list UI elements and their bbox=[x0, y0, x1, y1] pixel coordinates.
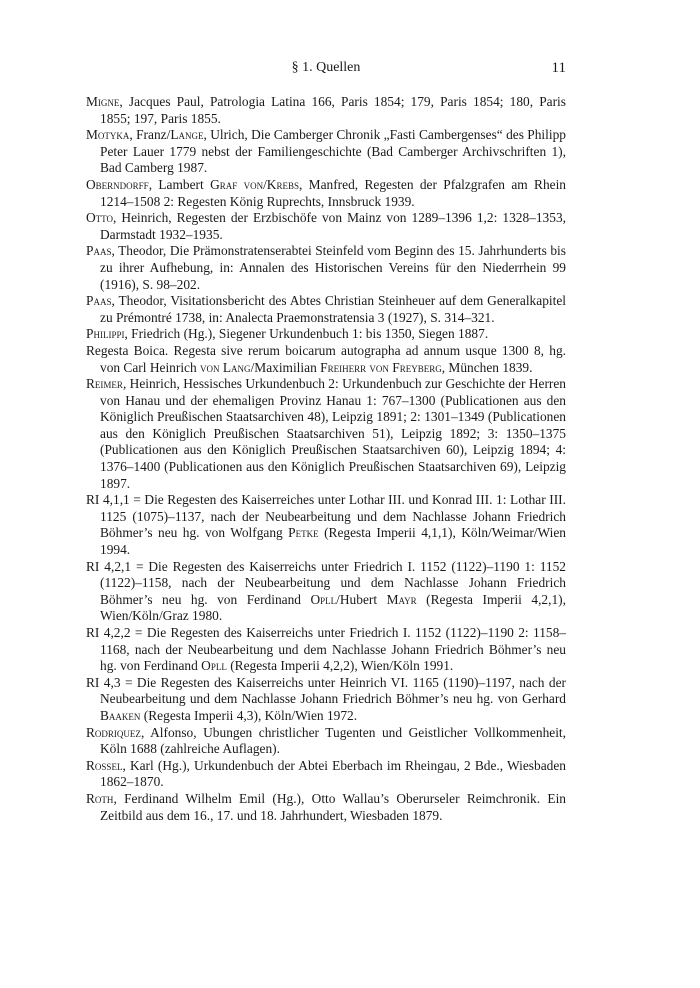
bibliography-entry bbox=[86, 343, 566, 376]
author-name: Reimer bbox=[86, 376, 123, 392]
page-number: 11 bbox=[551, 60, 566, 76]
bibliography-entry bbox=[86, 210, 566, 243]
author-name: Motyka bbox=[86, 127, 130, 143]
author-name: Oberndorff bbox=[86, 176, 149, 192]
author-name: Lange bbox=[170, 127, 204, 143]
bibliography-entry bbox=[86, 94, 566, 127]
bibliography-entry bbox=[86, 127, 566, 177]
entry-text: /Maximilian bbox=[250, 359, 321, 375]
entry-text: RI 4,2,2 = Die Regesten des Kaiserreichs unter Friedrich I. 1152 (1122)–1190 2: 1158–1168, nach der Neubearbeitung und dem Nachlasse Johann Friedrich Böhmer’s neu hg. von Ferdinand bbox=[86, 625, 566, 674]
bibliography-entry bbox=[86, 625, 566, 675]
author-name: Petke bbox=[288, 525, 319, 541]
author-name: Freiherr von Freyberg bbox=[320, 359, 442, 375]
bibliography-entry bbox=[86, 559, 566, 625]
author-name: Graf von/Krebs bbox=[210, 176, 299, 192]
entry-text: /Hubert bbox=[336, 591, 387, 607]
author-name: Mayr bbox=[386, 591, 417, 607]
entry-text: , Theodor, Die Prämonstratenserabtei Steinfeld vom Beginn des 15. Jahrhunderts bis zu ihrer Aufhebung, in: Annalen des Historischen Vereins für den Niederrhein 99 (1916), S. 98–202. bbox=[100, 243, 566, 292]
entry-text: , München 1839. bbox=[441, 359, 533, 375]
bibliography-entry bbox=[86, 492, 566, 558]
running-head bbox=[86, 60, 566, 82]
entry-text: (Regesta Imperii 4,2,1), Wien/Köln/Graz 1980. bbox=[100, 591, 566, 624]
author-name: Paas bbox=[86, 243, 112, 259]
author-name: Opll bbox=[201, 658, 227, 674]
author-name: Rodriquez bbox=[86, 724, 141, 740]
bibliography-entry bbox=[86, 293, 566, 326]
author-name: Migne bbox=[86, 94, 120, 109]
author-name: Baaken bbox=[100, 707, 141, 723]
entry-text: Regesta Boica. Regesta sive rerum boicarum autographa ad annum usque 1300 8, hg. von Carl Heinrich bbox=[86, 342, 566, 375]
author-name: Roth bbox=[86, 790, 114, 806]
bibliography-entry bbox=[86, 326, 566, 343]
entry-text: RI 4,1,1 = Die Regesten des Kaiserreiches unter Lothar III. und Konrad III. 1: Lothar III. 1125 (1075)–1137, nach der Neubearbeitung und dem Nachlasse Johann Friedrich Böhmer’s neu hg. von Wolfgang bbox=[86, 492, 566, 541]
entry-text: , Ferdinand Wilhelm Emil (Hg.), Otto Wallau’s Oberurseler Reimchronik. Ein Zeitbild aus dem 16., 17. und 18. Jahrhundert, Wiesbaden 1879. bbox=[100, 790, 566, 823]
bibliography-entry bbox=[86, 243, 566, 293]
author-name: Paas bbox=[86, 293, 112, 309]
entry-text: (Regesta Imperii 4,2,2), Wien/Köln 1991. bbox=[226, 658, 454, 674]
author-name: von Lang bbox=[200, 359, 251, 375]
bibliography-entry bbox=[86, 177, 566, 210]
bibliography-entry bbox=[86, 675, 566, 725]
entry-text: RI 4,2,1 = Die Regesten des Kaiserreichs unter Friedrich I. 1152 (1122)–1190 1: 1152 (1122)–1158, nach der Neubearbeitung und dem Nachlasse Johann Friedrich Böhmer’s neu hg. von Ferdinand bbox=[86, 558, 566, 607]
entry-text: , Heinrich, Hessisches Urkundenbuch 2: Urkundenbuch zur Geschichte der Herren von Hanau und der ehemaligen Provinz Hanau 1: 767–1300 (Publicationen aus den Königlich Preußischen Staatsarchiven 48), Leipzig 1891; 2: 1301–1349 (Publicationen aus den Königlich Preußischen Staatsarchiven 51), Leipzig 1892; 3: 1350–1375 (Publicationen aus den Königlich Preußischen Staatsarchiven 60), Leipzig 1894; 4: 1376–1400 (Publicationen aus den Königlich Preußischen Staatsarchiven 69), Leipzig 1897. bbox=[100, 376, 566, 491]
entry-text: , Lambert bbox=[148, 176, 211, 192]
bibliography-entry bbox=[86, 725, 566, 758]
entry-text: (Regesta Imperii 4,3), Köln/Wien 1972. bbox=[140, 707, 358, 723]
author-name: Rossel bbox=[86, 757, 123, 773]
entry-text: , Manfred, Regesten der Pfalzgrafen am Rhein 1214–1508 2: Regesten König Ruprechts, Innsbruck 1939. bbox=[100, 176, 566, 209]
author-name: Otto bbox=[86, 210, 114, 226]
entry-text: , Karl (Hg.), Urkundenbuch der Abtei Eberbach im Rheingau, 2 Bde., Wiesbaden 1862–1870. bbox=[100, 757, 566, 790]
bibliography-list bbox=[86, 94, 566, 824]
entry-text: RI 4,3 = Die Regesten des Kaiserreichs unter Heinrich VI. 1165 (1190)–1197, nach der Neubearbeitung und dem Nachlasse Johann Friedrich Böhmer’s neu hg. von Gerhard bbox=[86, 674, 566, 707]
entry-text: , Heinrich, Regesten der Erzbischöfe von Mainz von 1289–1396 1,2: 1328–1353, Darmstadt 1932–1935. bbox=[100, 210, 566, 242]
entry-text: (Regesta Imperii 4,1,1), Köln/Weimar/Wien 1994. bbox=[100, 525, 566, 558]
author-name: Opll bbox=[310, 591, 337, 607]
author-name: Philippi bbox=[86, 326, 125, 342]
entry-text: , Friedrich (Hg.), Siegener Urkundenbuch 1: bis 1350, Siegen 1887. bbox=[124, 326, 489, 342]
entry-text: , Ulrich, Die Camberger Chronik „Fasti Cambergenses“ des Philipp Peter Lauer 1779 nebst der Familiengeschichte (Bad Camberger Archivschriften 1), Bad Camberg 1987. bbox=[100, 127, 566, 176]
entry-text: , Alfonso, Ubungen christlicher Tugenten und Geistlicher Vollkommenheit, Köln 1688 (zahlreiche Auflagen). bbox=[100, 724, 566, 757]
running-title: § 1. Quellen bbox=[291, 60, 361, 75]
entry-text: , Franz/ bbox=[129, 127, 171, 143]
bibliography-entry bbox=[86, 376, 566, 492]
entry-text: , Theodor, Visitationsbericht des Abtes Christian Steinheuer auf dem Generalkapitel zu Prémontré 1738, in: Analecta Praemonstratensia 3 (1927), S. 314–321. bbox=[100, 293, 566, 325]
entry-text: , Jacques Paul, Patrologia Latina 166, Paris 1854; 179, Paris 1854; 180, Paris 1855; 197, Paris 1855. bbox=[100, 94, 566, 126]
bibliography-entry bbox=[86, 758, 566, 791]
bibliography-entry bbox=[86, 791, 566, 824]
